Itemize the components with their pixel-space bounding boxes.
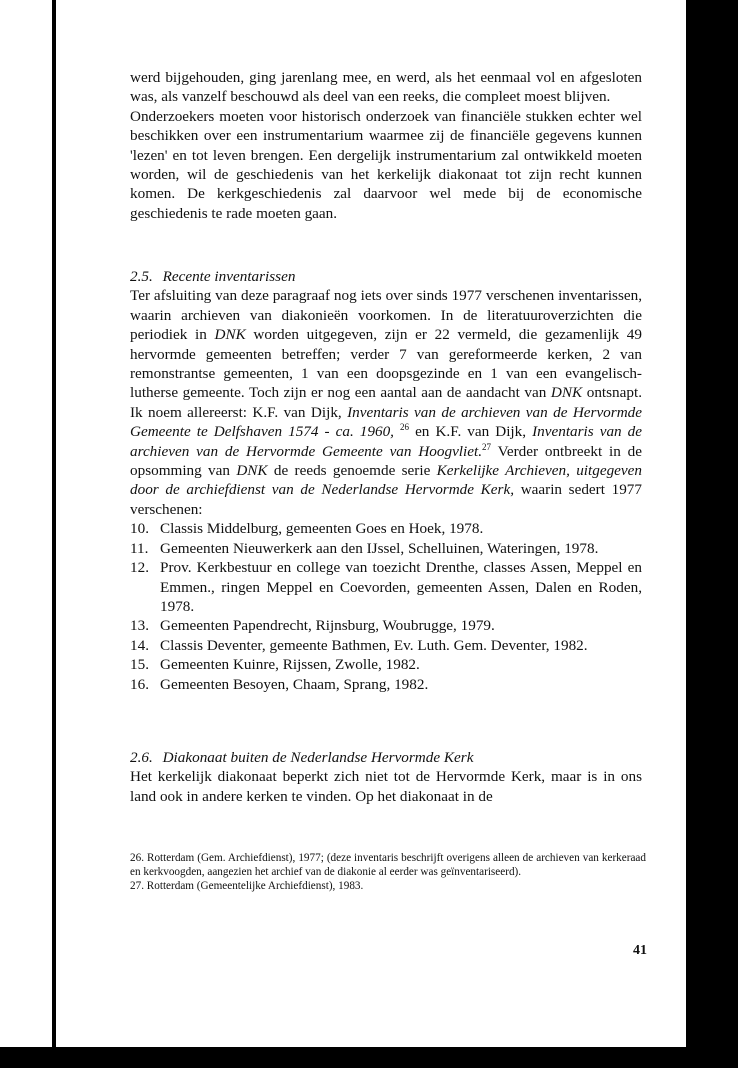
text-block-top xyxy=(130,68,642,223)
list-item-text: Classis Middelburg, gemeenten Goes en Hoek, 1978. xyxy=(160,520,484,538)
footnote-27: 27. Rotterdam (Gemeentelijke Archiefdienst), 1983. xyxy=(130,880,364,893)
list-item-text: Classis Deventer, gemeente Bathmen, Ev. Luth. Gem. Deventer, 1982. xyxy=(160,636,588,654)
list-item-number: 16. xyxy=(130,675,149,693)
footnote-ref: 27 xyxy=(482,441,492,452)
inventory-list-item xyxy=(130,539,642,558)
page-number: 41 xyxy=(633,943,647,958)
section-2-5 xyxy=(130,267,642,694)
section-2-6 xyxy=(130,748,642,806)
inventory-list-item xyxy=(130,636,642,655)
inventory-list-item xyxy=(130,655,642,674)
list-item-text: Gemeenten Kuinre, Rijssen, Zwolle, 1982. xyxy=(160,656,420,674)
scan-bottom-border xyxy=(0,1047,738,1068)
series-title: Kerkelijke Archieven, uitgegeven door de archiefdienst van de Nederlandse Hervormde Kerk, xyxy=(130,462,642,499)
section-heading xyxy=(130,748,642,767)
book-page xyxy=(56,0,686,1047)
paragraph-continuation: werd bijgehouden, ging jarenlang mee, en werd, als het eenmaal vol en afgesloten was, als vanzelf beschouwd als deel van een reeks, die compleet moest blijven. xyxy=(130,69,642,106)
footnotes xyxy=(130,851,646,894)
paragraph-recent-inventories: Ter afsluiting van deze paragraaf nog iets over sinds 1977 verschenen inventarissen, waarin archieven van diakonieën voorkomen. In de literatuuroverzichten die periodiek in DNK worden uitgegeven, zijn er 22 vermeld, die gezamenlijk 49 hervormde gemeenten betreffen; verder 7 van gereformeerde kerken, 2 van remonstrantse gemeenten, 1 van een doopsgezinde en 1 van een evangelisch-lutherse gemeente. Toch zijn er nog een aantal aan de aandacht van DNK ontsnapt. Ik noem allereerst: K.F. van Dijk, Inventaris van de archieven van de Hervormde Gemeente te Delfshaven 1574 - ca. 1960, $^{26}$ en K.F. van Dijk, Inventaris van de archieven van de Hervormde Gemeente van Hoogvliet.$^{27}$ Verder ontbreekt in de opsomming van DNK de reeds genoemde serie Kerkelijke Archieven, uitgegeven door de archiefdienst van de Nederlandse Hervormde Kerk, waarin sedert 1977 verschenen: xyxy=(130,287,643,518)
scan-left-margin xyxy=(0,0,56,1068)
list-item-text: Prov. Kerkbestuur en college van toezicht Drenthe, classes Assen, Meppel en Emmen., ringen Meppel en Coevorden, gemeenten Assen, Dalen en Roden, 1978. xyxy=(160,559,642,615)
paragraph-financial-instruments: Onderzoekers moeten voor historisch onderzoek van financiële stukken echter wel beschikken over een instrumentarium waarmee zij de financiële gegevens kunnen 'lezen' en tot leven brengen. Een dergelijk instrumentarium zal ontwikkeld moeten worden, wil de geschiedenis van het kerkelijk diakonaat tot zijn recht kunnen komen. De kerkgeschiedenis zal daarvoor wel mede bij de economische geschiedenis te rade moeten gaan. xyxy=(130,107,642,222)
inventory-list-item xyxy=(130,519,642,538)
section-number: 2.6. xyxy=(130,749,153,766)
inventory-list-item xyxy=(130,558,642,616)
list-item-number: 10. xyxy=(130,520,149,538)
inventory-list-item xyxy=(130,616,642,635)
inventory-list xyxy=(130,519,642,694)
section-title: Diakonaat buiten de Nederlandse Hervormde Kerk xyxy=(162,749,474,766)
scan-right-border xyxy=(686,0,738,1068)
footnote-ref: 26 xyxy=(400,422,410,433)
list-item-text: Gemeenten Nieuwerkerk aan den IJssel, Schelluinen, Wateringen, 1978. xyxy=(160,539,599,557)
paragraph-diakonaat: Het kerkelijk diakonaat beperkt zich niet tot de Hervormde Kerk, maar is in ons land ook in andere kerken te vinden. Op het diakonaat in de xyxy=(130,768,642,805)
footnote-26: 26. Rotterdam (Gem. Archiefdienst), 1977; (deze inventaris beschrijft overigens alleen de archieven van kerkeraad en kerkvoogden, aangezien het archief van de diakonie al eerder was geïnventariseerd). xyxy=(130,852,646,879)
list-item-number: 12. xyxy=(130,559,149,577)
section-heading xyxy=(130,267,642,286)
citation-title: Inventaris van de archieven van de Hervormde Gemeente te Delfshaven 1574 - ca. 1960, xyxy=(130,403,642,441)
citation-title: Inventaris van de archieven van de Hervormde Gemeente van Hoogvliet. xyxy=(130,423,643,460)
section-number: 2.5. xyxy=(130,268,153,285)
list-item-number: 15. xyxy=(130,656,149,674)
list-item-number: 11. xyxy=(130,539,149,557)
list-item-text: Gemeenten Papendrecht, Rijnsburg, Woubrugge, 1979. xyxy=(160,617,495,635)
list-item-number: 13. xyxy=(130,617,149,635)
section-title: Recente inventarissen xyxy=(162,268,296,285)
inventory-list-item xyxy=(130,675,642,694)
list-item-text: Gemeenten Besoyen, Chaam, Sprang, 1982. xyxy=(160,675,429,693)
list-item-number: 14. xyxy=(130,636,149,654)
